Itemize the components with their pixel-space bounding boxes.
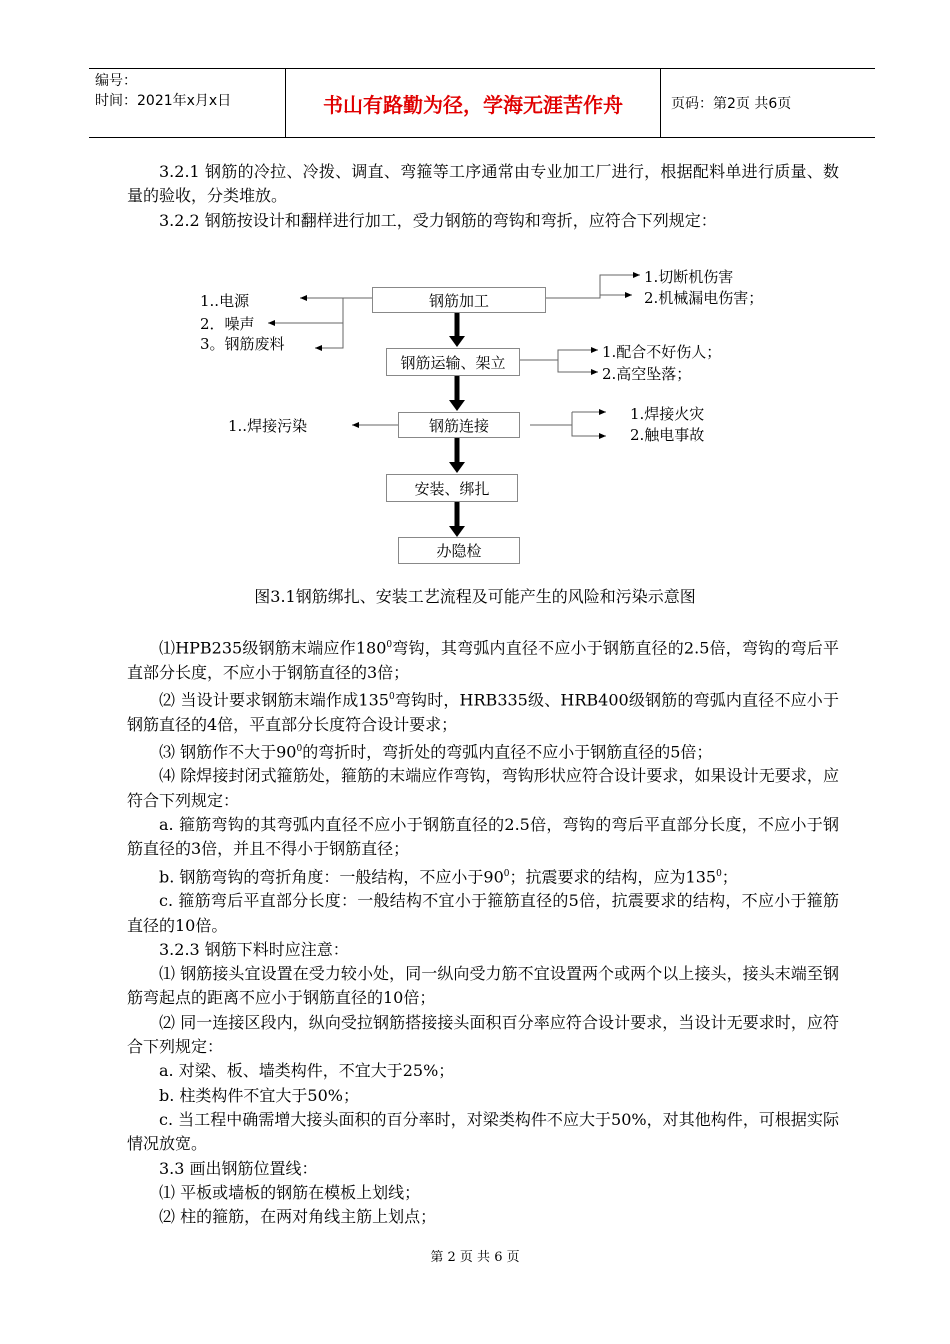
page-header	[89, 68, 875, 138]
risk-label: 1.配合不好伤人；	[602, 343, 722, 361]
header-page-info: 页码：第2页 共6页	[671, 96, 792, 112]
risk-label: 2.高空坠落；	[602, 365, 692, 383]
rule-2: ⑵ 当设计要求钢筋末端作成$135^0$弯钩时，HRB335级、HRB400级钢筋的弯弧内直径不应小于钢筋直径的4倍，平直部分长度符合设计要求；	[127, 690, 839, 734]
step-install-bind: 安装、绑扎	[386, 474, 518, 502]
rule-3: ⑶ 钢筋作不大于$90^0$的弯折时，弯折处的弯弧内直径不应小于钢筋直径的5倍；	[159, 742, 713, 762]
s33-item-2: ⑵ 柱的箍筋，在两对角线主筋上划点；	[159, 1207, 437, 1227]
rule-4c: c. 箍筋弯后平直部分长度：一般结构不宜小于箍筋直径的5倍，抗震要求的结构，不应小于箍筋直径的10倍。	[127, 891, 839, 935]
rule-4: ⑷ 除焊接封闭式箍筋处，箍筋的末端应作弯钩，弯钩形状应符合设计要求，如果设计无要求，应符合下列规定：	[127, 766, 839, 810]
risk-label: 2.触电事故	[630, 426, 705, 444]
risk-label: 2.机械漏电伤害；	[644, 289, 764, 307]
step-rebar-connection: 钢筋连接	[398, 412, 520, 438]
heading-323: 3.2.3 钢筋下料时应注意：	[159, 939, 349, 959]
s323-item-b: b. 柱类构件不宜大于50%；	[159, 1085, 359, 1105]
risk-label: 1.焊接火灾	[630, 405, 705, 423]
s323-item-c: c. 当工程中确需增大接头面积的百分率时，对梁类构件不应大于50%，对其他构件，可根据实际情况放宽。	[127, 1109, 839, 1154]
rule-1: ⑴HPB235级钢筋末端应作$180^0$弯钩，其弯弧内直径不应小于钢筋直径的2.5倍，弯钩的弯后平直部分长度，不应小于钢筋直径的3倍；	[127, 638, 839, 682]
page-footer: 第 2 页 共 6 页	[430, 1250, 520, 1265]
s323-item-1: ⑴ 钢筋接头宜设置在受力较小处，同一纵向受力筋不宜设置两个或两个以上接头，接头末端至钢筋弯起点的距离不应小于钢筋直径的10倍；	[127, 964, 839, 1008]
risk-label: 1..电源	[200, 292, 250, 310]
rules-section	[127, 633, 839, 1229]
figure-caption: 图3.1钢筋绑扎、安装工艺流程及可能产生的风险和污染示意图	[254, 587, 696, 606]
para-322: 3.2.2 钢筋按设计和翻样进行加工，受力钢筋的弯钩和弯折，应符合下列规定：	[159, 210, 717, 230]
intro-section	[127, 160, 839, 233]
step-rebar-transport: 钢筋运输、架立	[386, 348, 520, 376]
rule-4a: a. 箍筋弯钩的其弯弧内直径不应小于钢筋直径的2.5倍，弯钩的弯后平直部分长度，不应小于钢筋直径的3倍，并且不得小于钢筋直径；	[127, 815, 839, 859]
risk-label: 1.切断机伤害	[644, 268, 734, 286]
time-label: 时间：2021年x月x日	[95, 93, 232, 109]
number-label: 编号：	[95, 73, 137, 89]
header-motto: 书山有路勤为径，学海无涯苦作舟	[286, 69, 661, 137]
risk-label: 1..焊接污染	[228, 417, 308, 435]
header-meta	[89, 69, 286, 137]
s33-item-1: ⑴ 平板或墙板的钢筋在模板上划线；	[159, 1182, 421, 1202]
s323-item-a: a. 对梁、板、墙类构件，不宜大于25%；	[159, 1061, 455, 1081]
s323-item-2: ⑵ 同一连接区段内，纵向受拉钢筋搭接接头面积百分率应符合设计要求，当设计无要求时，应符合下列规定：	[127, 1012, 839, 1057]
step-hidden-inspection: 办隐检	[398, 537, 520, 564]
heading-33: 3.3 画出钢筋位置线：	[159, 1158, 318, 1178]
para-321: 3.2.1 钢筋的冷拉、冷拨、调直、弯箍等工序通常由专业加工厂进行，根据配料单进行质量、数量的验收，分类堆放。	[127, 162, 839, 206]
process-flowchart	[0, 250, 950, 580]
rule-4b: b. 钢筋弯钩的弯折角度：一般结构，不应小于$90^0$；抗震要求的结构，应为$135^0$；	[159, 866, 738, 886]
risk-label: 3。钢筋废料	[200, 335, 285, 353]
risk-label: 2．噪声	[200, 315, 255, 333]
step-rebar-processing: 钢筋加工	[372, 287, 546, 313]
